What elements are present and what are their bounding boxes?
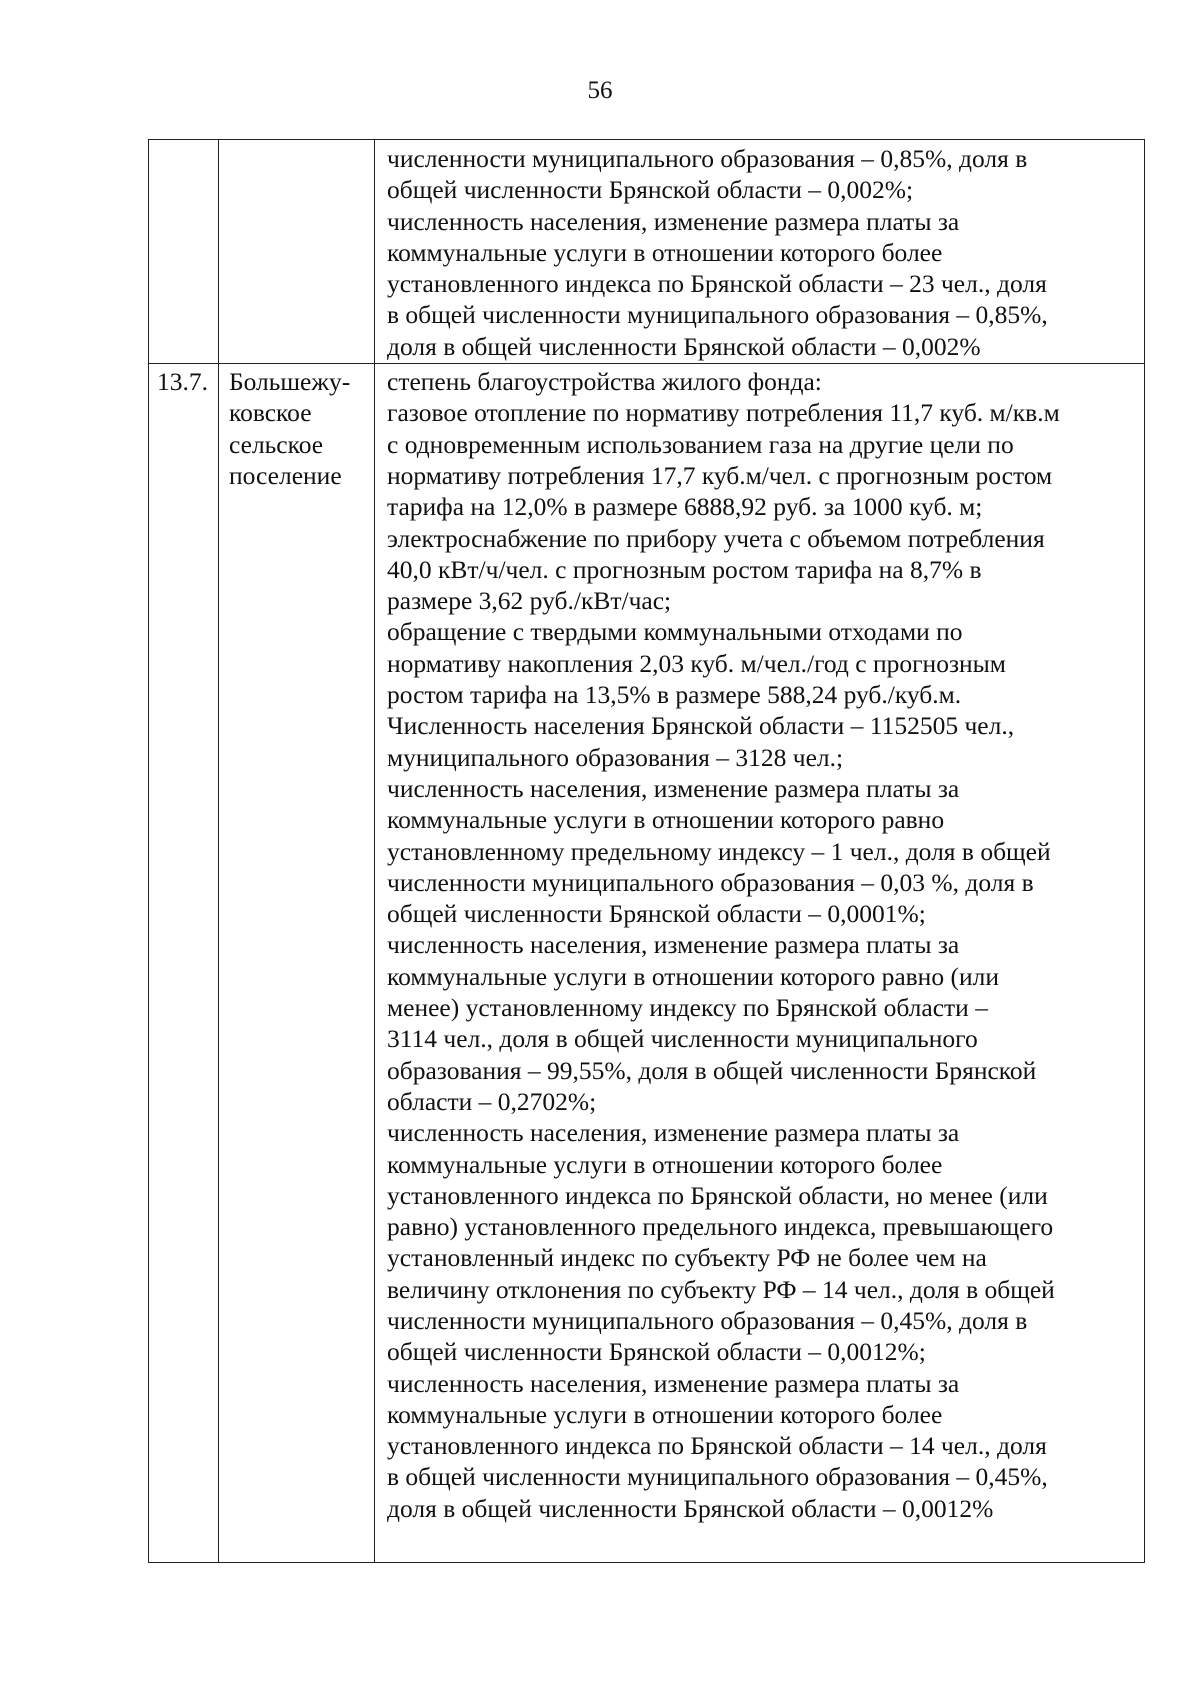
text-line: численность населения, изменение размера платы за — [387, 773, 960, 803]
description-cell — [375, 140, 1145, 364]
settlement-name-cell — [219, 364, 375, 1563]
text-line: коммунальные услуги в отношении которого равно (или — [387, 961, 999, 991]
text-line: общей численности Брянской области – 0,0012%; — [387, 1337, 926, 1367]
text-line: численность населения, изменение размера платы за — [387, 206, 960, 236]
text-line: величину отклонения по субъекту РФ – 14 чел., доля в общей — [387, 1274, 1055, 1304]
text-line: установленному предельному индексу – 1 чел., доля в общей — [387, 836, 1051, 866]
text-line: численность населения, изменение размера платы за — [387, 930, 960, 960]
text-line: области – 0,2702%; — [387, 1086, 597, 1116]
text-line: численности муниципального образования – 0,85%, доля в — [387, 144, 1028, 173]
text-line: коммунальные услуги в отношении которого более — [387, 1149, 943, 1179]
text-line: равно) установленного предельного индекса, превышающего — [387, 1212, 1054, 1242]
text-line: численность населения, изменение размера платы за — [387, 1118, 960, 1148]
text-line: степень благоустройства жилого фонда: — [387, 367, 822, 397]
text-line: образования – 99,55%, доля в общей численности Брянской — [387, 1055, 1037, 1085]
row-number-cell: 13.7. — [149, 364, 219, 1563]
settlement-name-line: поселение — [229, 460, 342, 490]
text-line: установленного индекса по Брянской области – 14 чел., доля — [387, 1431, 1047, 1461]
text-line: коммунальные услуги в отношении которого более — [387, 1399, 943, 1429]
text-line: в общей численности муниципального образования – 0,45%, — [387, 1462, 1048, 1492]
text-line: ростом тарифа на 13,5% в размере 588,24 руб./куб.м. — [387, 680, 962, 710]
municipal-data-table — [148, 139, 1145, 1563]
settlement-name-line: ковское — [229, 398, 312, 428]
text-line: коммунальные услуги в отношении которого более — [387, 237, 943, 267]
text-line: Численность населения Брянской области – 1152505 чел., — [387, 711, 1015, 741]
settlement-name-cell — [219, 140, 375, 364]
text-line: нормативу потребления 17,7 куб.м/чел. с прогнозным ростом — [387, 460, 1053, 490]
text-line: 40,0 кВт/ч/чел. с прогнозным ростом тарифа на 8,7% в — [387, 554, 982, 584]
text-line: обращение с твердыми коммунальными отходами по — [387, 617, 963, 647]
text-line: 3114 чел., доля в общей численности муниципального — [387, 1024, 978, 1054]
text-line: доля в общей численности Брянской области – 0,0012% — [387, 1493, 994, 1523]
text-line: нормативу накопления 2,03 куб. м/чел./год с прогнозным — [387, 648, 1006, 678]
text-line: тарифа на 12,0% в размере 6888,92 руб. за 1000 куб. м; — [387, 492, 983, 522]
text-line: численность населения, изменение размера платы за — [387, 1368, 960, 1398]
text-line: электроснабжение по прибору учета с объемом потребления — [387, 523, 1045, 553]
text-line: муниципального образования – 3128 чел.; — [387, 742, 844, 772]
text-line: размере 3,62 руб./кВт/час; — [387, 586, 672, 616]
text-line: численности муниципального образования – 0,03 %, доля в — [387, 867, 1034, 897]
row-number-cell — [149, 140, 219, 364]
settlement-name-line: сельское — [229, 429, 324, 459]
text-line: установленный индекс по субъекту РФ не более чем на — [387, 1243, 987, 1273]
settlement-name-line: Большежу- — [229, 367, 351, 397]
page-number: 56 — [587, 77, 613, 104]
text-line: доля в общей численности Брянской области – 0,002% — [387, 331, 981, 361]
text-line: общей численности Брянской области – 0,0001%; — [387, 899, 926, 929]
text-line: коммунальные услуги в отношении которого равно — [387, 805, 945, 835]
text-line: газовое отопление по нормативу потребления 11,7 куб. м/кв.м — [387, 398, 1060, 428]
text-line: в общей численности муниципального образования – 0,85%, — [387, 300, 1048, 330]
text-line: установленного индекса по Брянской области, но менее (или — [387, 1180, 1048, 1210]
text-line: численности муниципального образования – 0,45%, доля в — [387, 1305, 1028, 1335]
table-row-13-7 — [149, 364, 1145, 1563]
table-row-continuation — [149, 140, 1145, 364]
description-cell — [375, 364, 1145, 1563]
text-line: менее) установленному индексу по Брянской области – — [387, 993, 988, 1023]
text-line: с одновременным использованием газа на другие цели по — [387, 429, 1014, 459]
text-line: установленного индекса по Брянской области – 23 чел., доля — [387, 269, 1047, 299]
text-line: общей численности Брянской области – 0,002%; — [387, 175, 914, 205]
